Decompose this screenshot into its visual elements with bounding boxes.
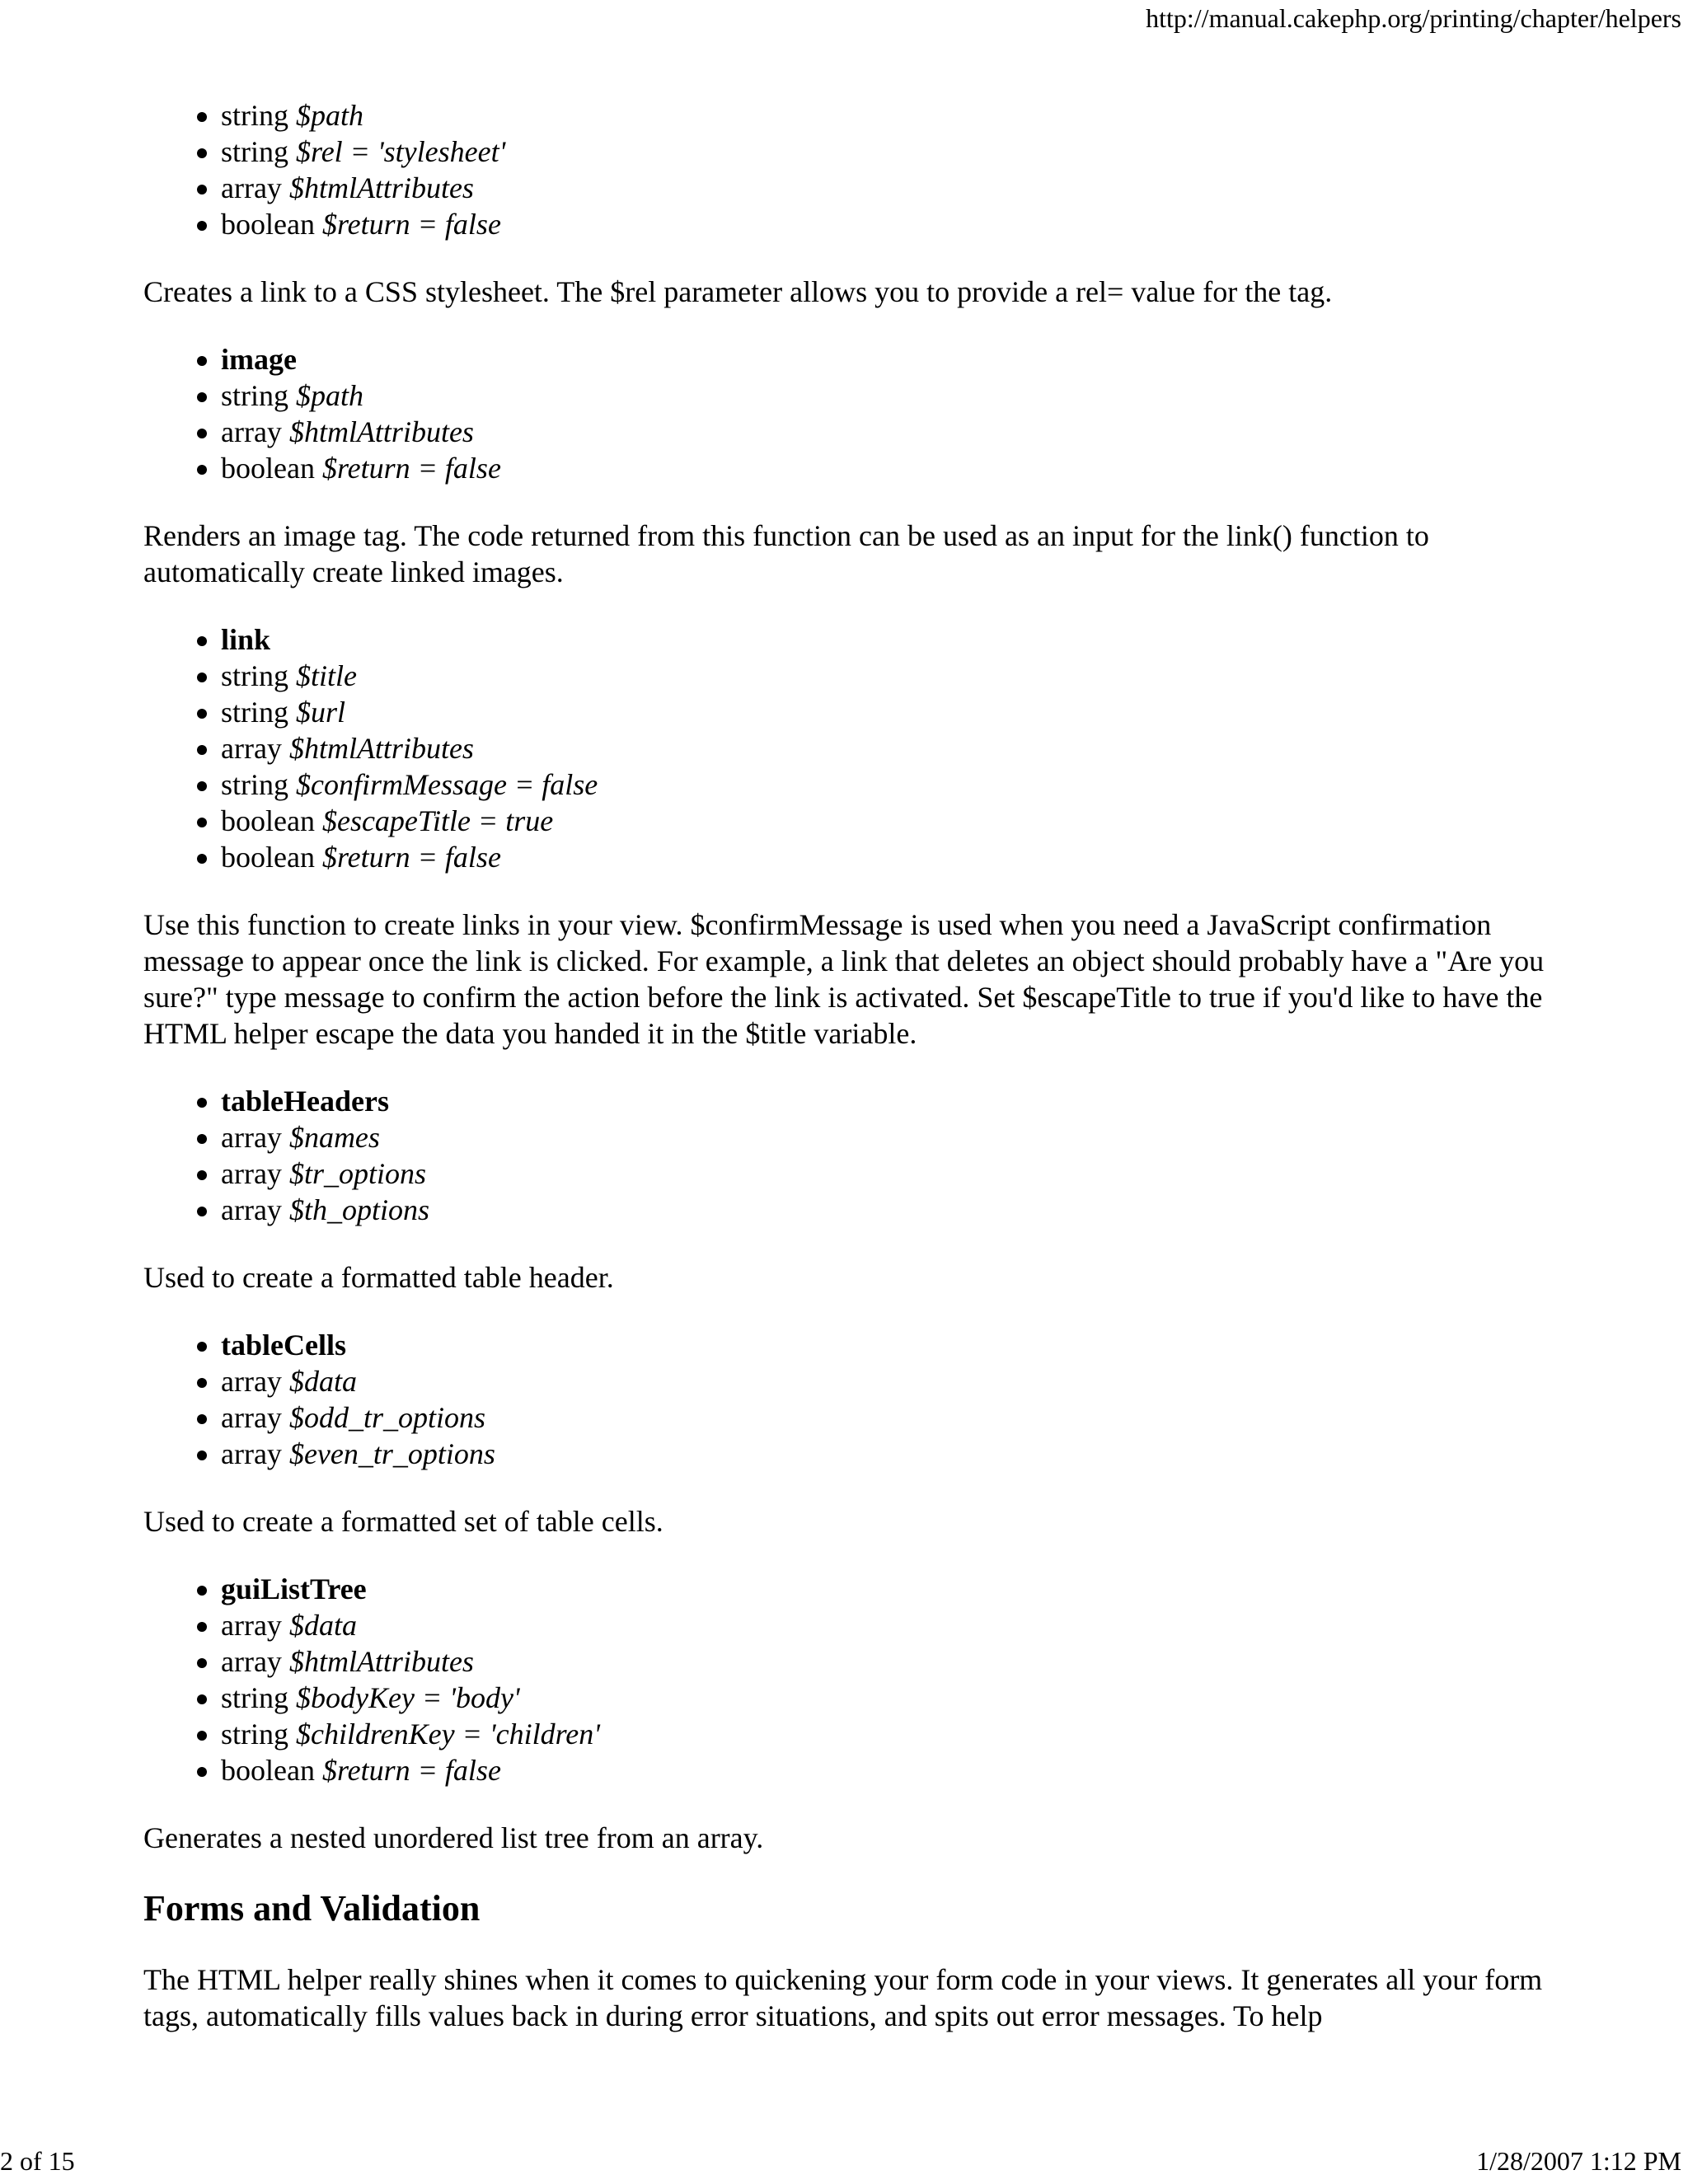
section-intro: The HTML helper really shines when it comes to quickening your form code in your views. It generates all your form tags, automatically fills values back in during error situations, and spits out error messages. To help: [143, 1963, 1543, 2032]
css-param-list: [143, 97, 1569, 242]
param-item: array $htmlAttributes: [221, 730, 1569, 766]
param-item: string $path: [221, 377, 1569, 414]
param-item: string $confirmMessage = false: [221, 766, 1569, 803]
link-description: Use this function to create links in your view. $confirmMessage is used when you need a JavaScript confirmation message to appear once the link is clicked. For example, a link that deletes an object should probably have a "Are you sure?" type message to confirm the action before the link is activated. Set $escapeTitle to true if you'd like to have the HTML helper escape the data you handed it in the $title variable.: [143, 908, 1545, 1050]
section-title: Forms and Validation: [143, 1888, 481, 1929]
param-item: array $htmlAttributes: [221, 170, 1569, 206]
function-name-guilisttree: guiListTree: [221, 1571, 1569, 1607]
param-item: string $url: [221, 694, 1569, 730]
tableheaders-description: Used to create a formatted table header.: [143, 1261, 614, 1294]
link-param-list: [143, 621, 1569, 875]
guilisttree-param-list: [143, 1571, 1569, 1788]
param-item: string $path: [221, 97, 1569, 134]
css-description: Creates a link to a CSS stylesheet. The $rel parameter allows you to provide a rel= value for the tag.: [143, 275, 1333, 308]
param-item: array $data: [221, 1363, 1569, 1399]
param-item: boolean $return = false: [221, 1752, 1569, 1788]
param-item: string $title: [221, 658, 1569, 694]
param-item: boolean $return = false: [221, 206, 1569, 242]
param-item: string $childrenKey = 'children': [221, 1716, 1569, 1752]
page-url-header: http://manual.cakephp.org/printing/chapter/helpers: [1146, 3, 1681, 33]
function-name-tablecells: tableCells: [221, 1327, 1569, 1363]
param-item: array $htmlAttributes: [221, 1643, 1569, 1680]
print-datetime-footer: 1/28/2007 1:12 PM: [1476, 2146, 1681, 2176]
param-item: boolean $return = false: [221, 839, 1569, 875]
function-name-image: image: [221, 341, 1569, 377]
tableheaders-param-list: [143, 1083, 1569, 1228]
param-item: array $htmlAttributes: [221, 414, 1569, 450]
param-item: boolean $return = false: [221, 450, 1569, 486]
image-param-list: [143, 341, 1569, 486]
function-name-link: link: [221, 621, 1569, 658]
param-item: string $rel = 'stylesheet': [221, 134, 1569, 170]
page-number-footer: 2 of 15: [0, 2146, 75, 2176]
tablecells-description: Used to create a formatted set of table cells.: [143, 1505, 663, 1538]
manual-content: [143, 97, 1569, 2065]
param-item: string $bodyKey = 'body': [221, 1680, 1569, 1716]
param-item: array $data: [221, 1607, 1569, 1643]
param-item: array $even_tr_options: [221, 1436, 1569, 1472]
function-name-tableheaders: tableHeaders: [221, 1083, 1569, 1119]
param-item: array $th_options: [221, 1192, 1569, 1228]
param-item: array $odd_tr_options: [221, 1399, 1569, 1436]
tablecells-param-list: [143, 1327, 1569, 1472]
param-item: array $tr_options: [221, 1155, 1569, 1192]
param-item: array $names: [221, 1119, 1569, 1155]
image-description: Renders an image tag. The code returned from this function can be used as an input for the link() function to automatically create linked images.: [143, 519, 1429, 588]
param-item: boolean $escapeTitle = true: [221, 803, 1569, 839]
guilisttree-description: Generates a nested unordered list tree from an array.: [143, 1821, 764, 1854]
